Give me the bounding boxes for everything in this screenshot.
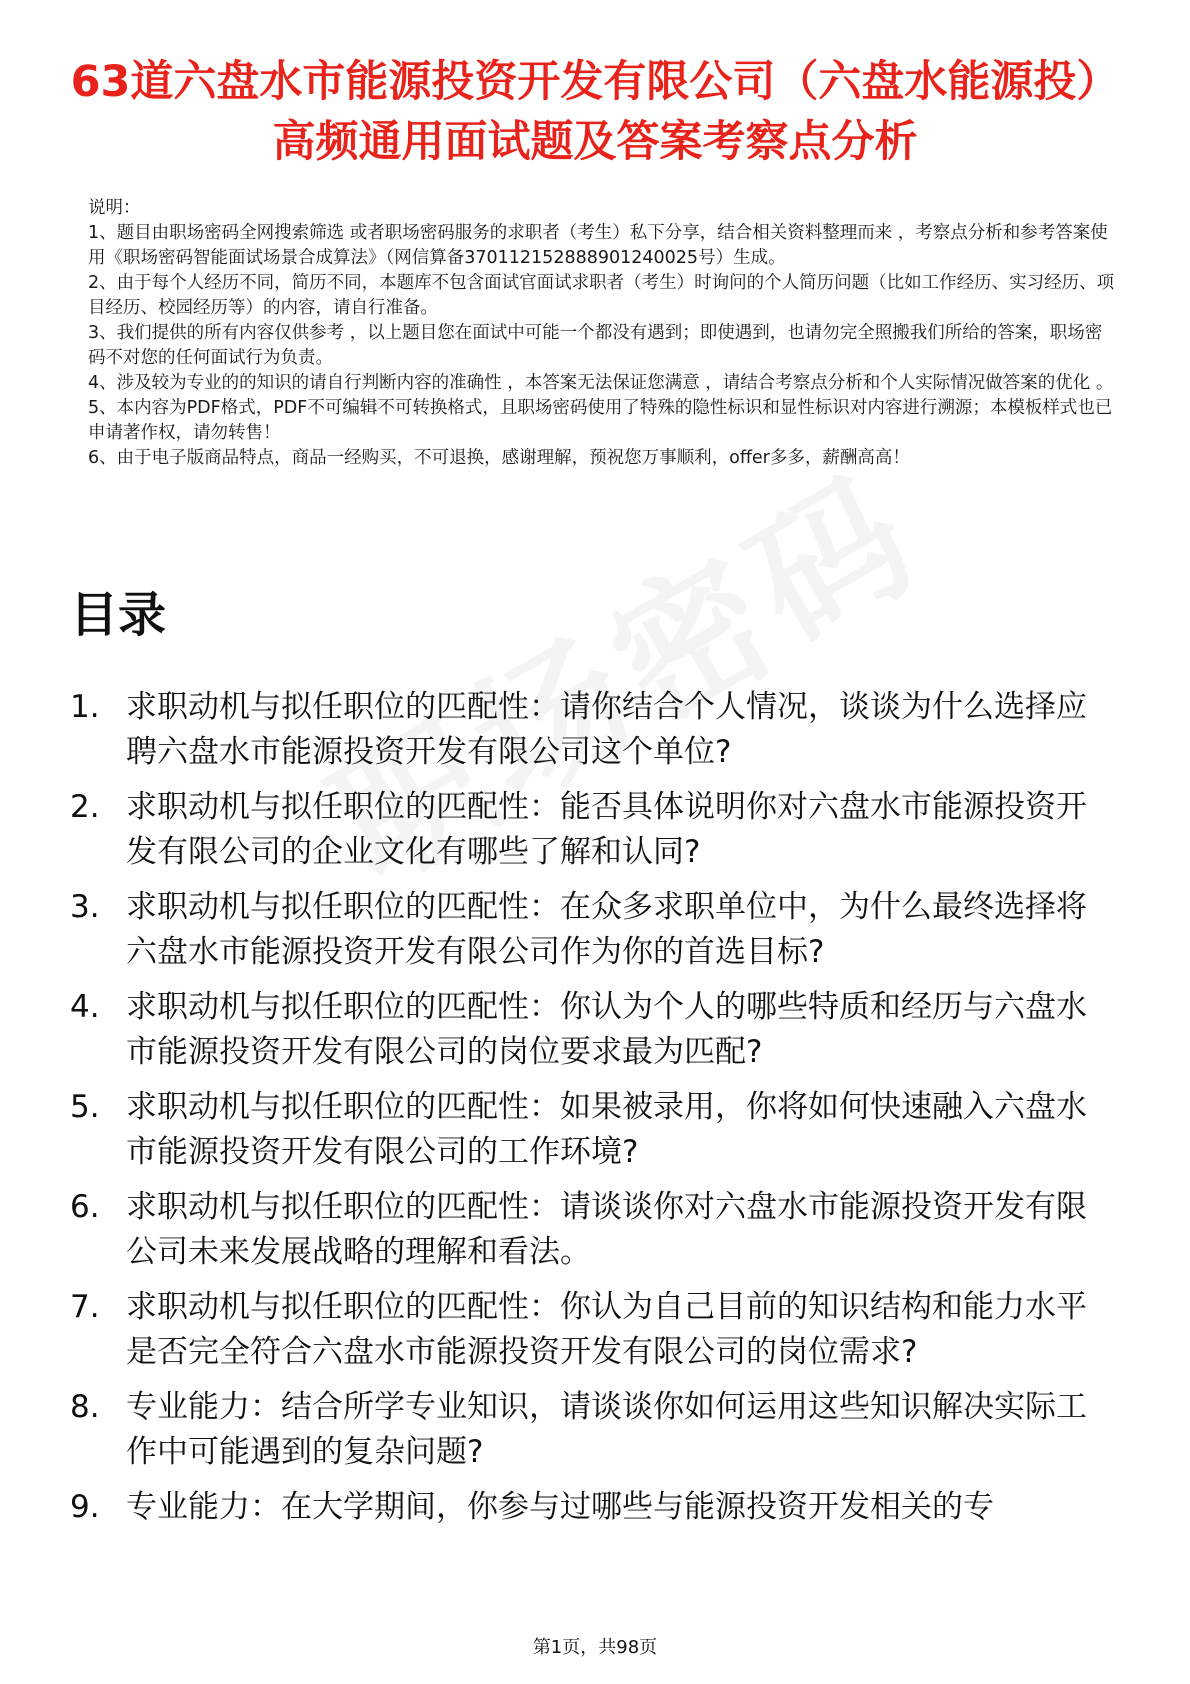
- note-item: 1、题目由职场密码全网搜索筛选 或者职场密码服务的求职者（考生）私下分享，结合相关资料整理而来 ，考察点分析和参考答案使用《职场密码智能面试场景合成算法》（网信算备370112152888901240025号）生成。: [88, 223, 1108, 268]
- note-item: 3、我们提供的所有内容仅供参考 ，以上题目您在面试中可能一个都没有遇到；即使遇到，也请勿完全照搬我们所给的答案，职场密码不对您的任何面试行为负责。: [88, 323, 1103, 368]
- note-item: 5、本内容为PDF格式，PDF不可编辑不可转换格式，且职场密码使用了特殊的隐性标识和显性标识对内容进行溯源；本模板样式也已申请著作权，请勿转售！: [88, 398, 1113, 443]
- document-title: 63道六盘水市能源投资开发有限公司（六盘水能源投）高频通用面试题及答案考察点分析: [70, 57, 1120, 167]
- toc-item-number: 1.: [70, 689, 100, 725]
- toc-item[interactable]: [70, 1485, 1110, 1530]
- toc-item-number: 2.: [70, 789, 100, 825]
- notes-section: [88, 196, 1118, 471]
- toc-item-number: 3.: [70, 889, 100, 925]
- toc-item-text: 专业能力：在大学期间，你参与过哪些与能源投资开发相关的专: [126, 1489, 994, 1525]
- toc-item-text: 专业能力：结合所学专业知识，请谈谈你如何运用这些知识解决实际工作中可能遇到的复杂问题?: [126, 1389, 1087, 1470]
- toc-item-number: 9.: [70, 1489, 100, 1525]
- note-item: 2、由于每个人经历不同，简历不同，本题库不包含面试官面试求职者（考生）时询问的个人简历问题（比如工作经历、实习经历、项目经历、校园经历等）的内容，请自行准备。: [88, 273, 1115, 318]
- toc-item-number: 4.: [70, 989, 100, 1025]
- toc-item-number: 8.: [70, 1389, 100, 1425]
- toc-item[interactable]: [70, 1285, 1110, 1375]
- toc-heading: 目录: [70, 587, 167, 643]
- note-item: 4、涉及较为专业的的知识的请自行判断内容的准确性 ，本答案无法保证您满意 ，请结合考察点分析和个人实际情况做答案的优化 。: [88, 373, 1114, 393]
- page-number: 第1页，共98页: [532, 1637, 658, 1658]
- toc-item[interactable]: [70, 685, 1110, 775]
- toc-item-text: 求职动机与拟任职位的匹配性：请谈谈你对六盘水市能源投资开发有限公司未来发展战略的理解和看法。: [126, 1189, 1087, 1270]
- toc-item[interactable]: [70, 1085, 1110, 1175]
- toc-item[interactable]: [70, 885, 1110, 975]
- toc-item[interactable]: [70, 1185, 1110, 1275]
- toc-item[interactable]: [70, 1385, 1110, 1475]
- notes-heading: 说明：: [88, 198, 141, 218]
- toc-item-number: 7.: [70, 1289, 100, 1325]
- toc-item[interactable]: [70, 785, 1110, 875]
- toc-item-text: 求职动机与拟任职位的匹配性：请你结合个人情况，谈谈为什么选择应聘六盘水市能源投资开发有限公司这个单位?: [126, 689, 1087, 770]
- toc-item-text: 求职动机与拟任职位的匹配性：你认为个人的哪些特质和经历与六盘水市能源投资开发有限公司的岗位要求最为匹配?: [126, 989, 1087, 1070]
- toc-item-text: 求职动机与拟任职位的匹配性：能否具体说明你对六盘水市能源投资开发有限公司的企业文化有哪些了解和认同?: [126, 789, 1087, 870]
- note-item: 6、由于电子版商品特点，商品一经购买，不可退换，感谢理解，预祝您万事顺利，offer多多，薪酬高高！: [88, 448, 910, 468]
- toc-item-number: 6.: [70, 1189, 100, 1225]
- table-of-contents: [70, 685, 1110, 1540]
- toc-item[interactable]: [70, 985, 1110, 1075]
- toc-item-number: 5.: [70, 1089, 100, 1125]
- toc-item-text: 求职动机与拟任职位的匹配性：你认为自己目前的知识结构和能力水平是否完全符合六盘水市能源投资开发有限公司的岗位需求?: [126, 1289, 1087, 1370]
- toc-item-text: 求职动机与拟任职位的匹配性：如果被录用，你将如何快速融入六盘水市能源投资开发有限公司的工作环境?: [126, 1089, 1087, 1170]
- toc-item-text: 求职动机与拟任职位的匹配性：在众多求职单位中，为什么最终选择将六盘水市能源投资开发有限公司作为你的首选目标?: [126, 889, 1087, 970]
